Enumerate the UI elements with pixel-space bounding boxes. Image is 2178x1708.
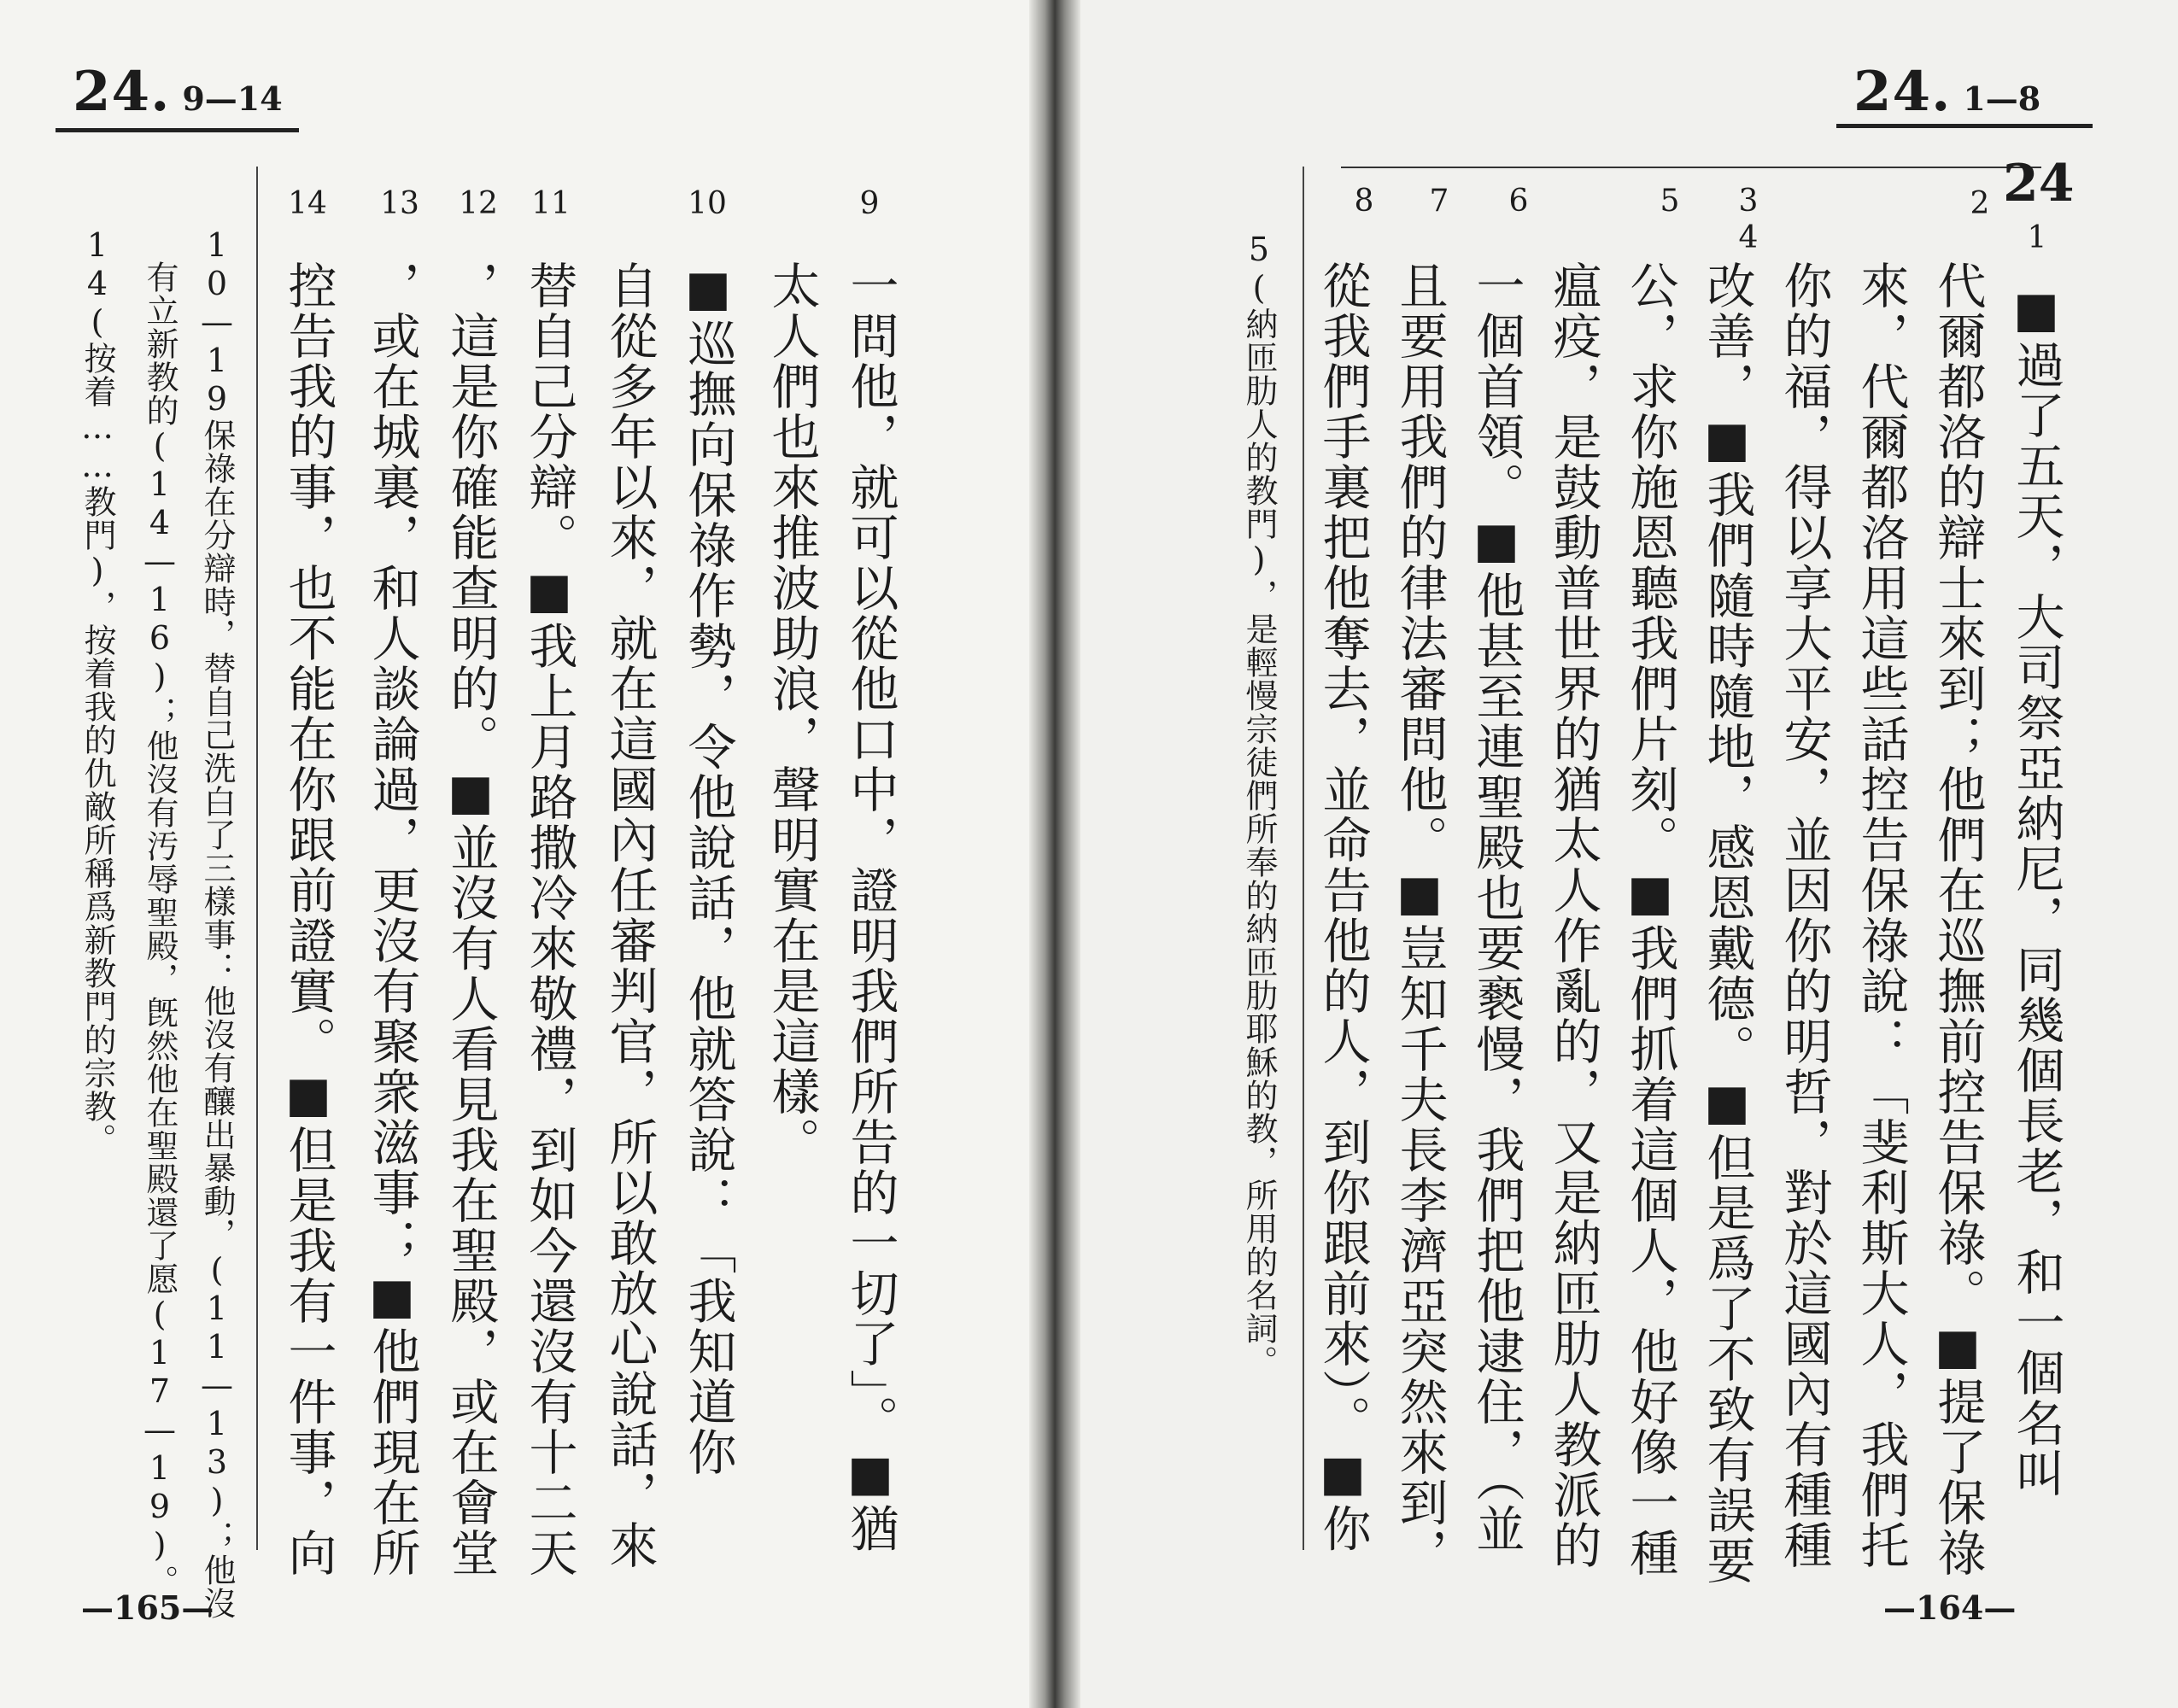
text-column: 改善，■我們隨時隨地，感恩戴德。■但是爲了不致有誤要 xyxy=(1699,260,1755,1586)
verse-number: 1 xyxy=(2027,220,2047,255)
right-column-frame-top xyxy=(1341,167,2041,168)
verse-number: 6 xyxy=(1508,184,1529,219)
left-column-frame-line xyxy=(256,167,258,1550)
text-column: 控告我的事，也不能在你跟前證實。■但是我有一件事，向 xyxy=(280,260,337,1578)
verse-number: 9 xyxy=(859,186,880,221)
text-column: ，或在城裏，和人談論過，更沒有聚衆滋事；■他們現在所 xyxy=(364,260,420,1578)
page-number-right: —164— xyxy=(1883,1588,2017,1627)
right-page xyxy=(1051,0,2178,1708)
verse-number: 4 xyxy=(1738,220,1759,255)
footnote-column: 10—19保祿在分辯時，替自己洗白了三樣事：他沒有釀出暴動，(11—13)；他沒 xyxy=(198,226,236,1620)
right-header-rule xyxy=(1836,124,2093,128)
left-header-range: 9—14 xyxy=(182,79,283,118)
verse-number: 8 xyxy=(1354,184,1374,219)
right-header-chapter: 24. xyxy=(1853,60,1952,124)
right-header-range: 1—8 xyxy=(1963,79,2041,118)
text-column: 自從多年以來，就在這國內任審判官，所以敢放心說話，來 xyxy=(601,260,658,1571)
text-column: 來，代爾都洛用這些話控告保祿說：「斐利斯大人，我們托 xyxy=(1853,260,1909,1571)
footnote-column: 有立新教的(14—16)；他沒有汚辱聖殿，旣然他在聖殿還了愿(17—19)。 xyxy=(141,260,179,1598)
verse-number: 13 xyxy=(380,186,419,221)
footnote-column: 14(按着……教門)，按着我的仇敵所稱爲新教門的宗教。 xyxy=(79,226,116,1156)
text-column: ，這是你確能查明的。■並沒有人看見我在聖殿，或在會堂 xyxy=(442,260,499,1578)
text-column: ■巡撫向保祿作勢，令他說話，他就答說：「我知道你 xyxy=(680,260,736,1477)
text-column: 從我們手裏把他奪去，並命告他的人，到你跟前來）。■你 xyxy=(1314,260,1371,1554)
text-column: ■過了五天，大司祭亞納尼，同幾個長老，和一個名叫 xyxy=(2008,282,2064,1499)
left-header-rule xyxy=(56,128,299,132)
left-page xyxy=(0,0,1051,1708)
text-column: 你的福，得以享大平安，並因你的明哲，對於這國內有種種 xyxy=(1776,260,1832,1571)
verse-number: 10 xyxy=(688,186,727,221)
text-column: 太人們也來推波助浪，聲明實在是這樣。 xyxy=(764,260,820,1167)
text-column: 公，求你施恩聽我們片刻。■我們抓着這個人，他好像一種 xyxy=(1622,260,1678,1578)
left-page-header xyxy=(73,60,283,124)
verse-number: 5 xyxy=(1660,184,1680,219)
page-number-left: —165— xyxy=(81,1588,214,1627)
text-column: 替自己分辯。■我上月路撒冷來敬禮，到如今還沒有十二天 xyxy=(521,260,577,1578)
chapter-number: 24 xyxy=(2003,154,2075,214)
text-column: 一問他，就可以從他口中，證明我們所告的一切了」。■猶 xyxy=(842,260,899,1554)
verse-number: 7 xyxy=(1429,184,1449,219)
text-column: 瘟疫，是鼓動普世界的猶太人作亂的，又是納匝肋人教派的 xyxy=(1545,260,1601,1571)
verse-number: 14 xyxy=(288,186,327,221)
verse-number: 2 xyxy=(1970,186,1990,221)
text-column: 且要用我們的律法審問他。■豈知千夫長李濟亞突然來到， xyxy=(1391,260,1448,1578)
verse-number: 12 xyxy=(459,186,498,221)
text-column: 代爾都洛的辯士來到；他們在巡撫前控告保祿。■提了保祿 xyxy=(1929,260,1986,1578)
verse-number: 3 xyxy=(1738,184,1759,219)
left-header-chapter: 24. xyxy=(73,60,171,124)
footnote-column: 5(納匝肋人的教門)，是輕慢宗徒們所奉的納匝肋耶穌的教，所用的名詞。 xyxy=(1240,231,1278,1378)
book-gutter xyxy=(1029,0,1080,1708)
text-column: 一個首領。■他甚至連聖殿也要褻慢，我們把他逮住，（並 xyxy=(1468,260,1525,1554)
verse-number: 11 xyxy=(531,186,571,221)
right-page-header xyxy=(1853,60,2040,124)
right-column-frame-line xyxy=(1303,167,1304,1550)
